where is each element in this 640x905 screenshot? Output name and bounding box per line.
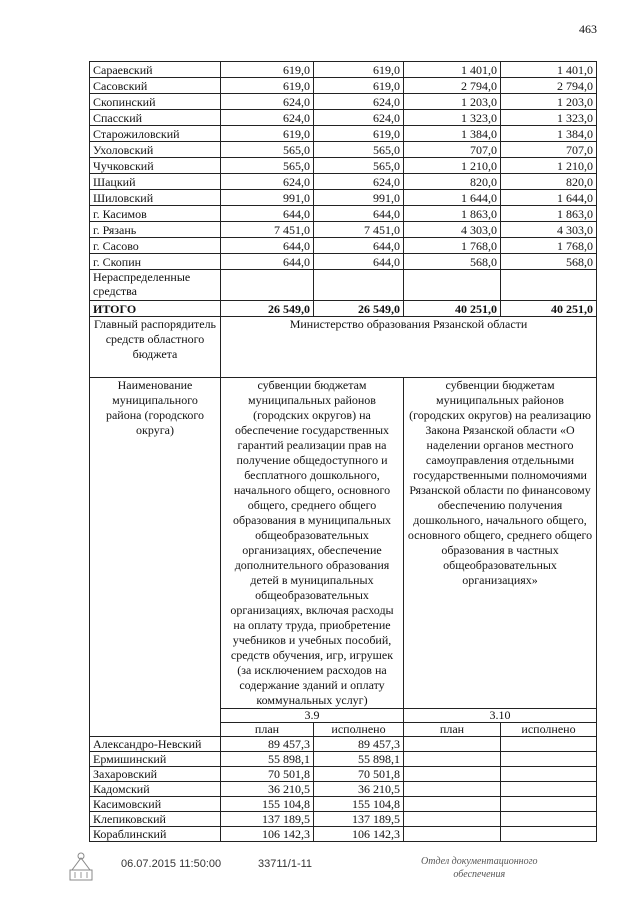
amount-cell: 644,0	[314, 254, 404, 270]
amount-cell-empty	[501, 812, 597, 827]
amount-cell: 1 644,0	[404, 190, 501, 206]
amount-cell: 565,0	[221, 142, 314, 158]
plan-amount: 36 210,5	[221, 782, 314, 797]
district-name: Захаровский	[90, 767, 221, 782]
district-name: г. Касимов	[90, 206, 221, 222]
district-name: Сараевский	[90, 62, 221, 78]
amount-cell: 565,0	[314, 142, 404, 158]
amount-cell: 1 210,0	[404, 158, 501, 174]
footer-dept-line1: Отдел документационного	[421, 856, 538, 867]
table-row	[90, 827, 597, 842]
plan-amount: 89 457,3	[221, 737, 314, 752]
amount-cell: 619,0	[314, 62, 404, 78]
col-a-plan-header: план	[221, 723, 314, 737]
amount-cell: 1 384,0	[501, 126, 597, 142]
table-row	[90, 797, 597, 812]
plan-amount: 70 501,8	[221, 767, 314, 782]
amount-cell: 1 401,0	[501, 62, 597, 78]
table-row-total	[90, 301, 597, 317]
done-amount: 36 210,5	[314, 782, 404, 797]
amount-cell: 707,0	[501, 142, 597, 158]
table-row	[90, 190, 597, 206]
table-row	[90, 812, 597, 827]
amount-cell: 1 401,0	[404, 62, 501, 78]
amount-cell: 619,0	[314, 78, 404, 94]
amount-cell-empty	[501, 797, 597, 812]
col-b-code: 3.10	[404, 709, 597, 723]
amount-cell: 624,0	[314, 94, 404, 110]
plan-amount: 106 142,3	[221, 827, 314, 842]
district-name: г. Рязань	[90, 222, 221, 238]
amount-cell-empty	[501, 827, 597, 842]
amount-cell: 568,0	[501, 254, 597, 270]
table-row	[90, 206, 597, 222]
district-name: Старожиловский	[90, 126, 221, 142]
amount-cell: 2 794,0	[501, 78, 597, 94]
amount-cell: 1 203,0	[501, 94, 597, 110]
amount-cell: 820,0	[404, 174, 501, 190]
amount-cell: 2 794,0	[404, 78, 501, 94]
amount-cell-empty	[404, 782, 501, 797]
table-row	[90, 78, 597, 94]
table-row	[90, 142, 597, 158]
amount-cell: 820,0	[501, 174, 597, 190]
district-name: Ермишинский	[90, 752, 221, 767]
district-name: Кадомский	[90, 782, 221, 797]
table-row	[90, 752, 597, 767]
amount-cell: 4 303,0	[404, 222, 501, 238]
table-row	[90, 126, 597, 142]
col-a-description: субвенции бюджетам муниципальных районов (городских округов) на обеспечение государственных гарантий реализации прав на получение общедоступного и бесплатного дошкольного, начального общего, основного общего, среднего общего образования в муниципальных общеобразовательных организациях, обеспечение дополнительного образования детей в муниципальных общеобразовательных организациях, включая расходы на оплату труда, приобретение учебников и учебных пособий, средств обучения, игр, игрушек (за исключением расходов на содержание зданий и оплату коммунальных услуг)	[221, 378, 404, 709]
amount-cell: 1 323,0	[404, 110, 501, 126]
amount-cell-empty	[404, 270, 501, 301]
amount-cell: 619,0	[221, 62, 314, 78]
amount-cell: 1 863,0	[501, 206, 597, 222]
done-amount: 106 142,3	[314, 827, 404, 842]
footer-datetime: 06.07.2015 11:50:00	[121, 858, 222, 870]
amount-cell-empty	[404, 797, 501, 812]
footer-department	[421, 855, 538, 881]
name-column-header: Наименование муниципального района (городского округа)	[90, 378, 221, 737]
col-b-description: субвенции бюджетам муниципальных районов (городских округов) на реализацию Закона Рязанской области «О наделении органов местного самоуправления отдельными государственными полномочиями Рязанской области по финансовому обеспечению получения дошкольного, начального общего, основного общего, среднего общего образования в частных общеобразовательных организациях»	[404, 378, 597, 709]
table-row	[90, 110, 597, 126]
amount-cell: 568,0	[404, 254, 501, 270]
amount-cell: 1 384,0	[404, 126, 501, 142]
done-amount: 137 189,5	[314, 812, 404, 827]
amount-cell: 624,0	[221, 110, 314, 126]
bottom-table	[89, 316, 597, 842]
district-name: Александро-Невский	[90, 737, 221, 752]
amount-cell-empty	[404, 752, 501, 767]
district-name: Шиловский	[90, 190, 221, 206]
amount-cell: 644,0	[221, 238, 314, 254]
amount-cell: 565,0	[314, 158, 404, 174]
page-number: 463	[579, 22, 597, 36]
amount-cell: 7 451,0	[221, 222, 314, 238]
district-name: Клепиковский	[90, 812, 221, 827]
amount-cell-empty	[404, 812, 501, 827]
amount-cell: 624,0	[221, 174, 314, 190]
table-row	[90, 94, 597, 110]
district-name: Чучковский	[90, 158, 221, 174]
amount-cell: 644,0	[314, 206, 404, 222]
amount-cell-empty	[404, 737, 501, 752]
district-name: Сасовский	[90, 78, 221, 94]
amount-cell: 991,0	[314, 190, 404, 206]
district-name: Скопинский	[90, 94, 221, 110]
total-amount: 26 549,0	[314, 301, 404, 317]
district-name: Ухоловский	[90, 142, 221, 158]
plan-amount: 155 104,8	[221, 797, 314, 812]
amount-cell-empty	[221, 270, 314, 301]
total-amount: 26 549,0	[221, 301, 314, 317]
amount-cell: 624,0	[221, 94, 314, 110]
total-amount: 40 251,0	[501, 301, 597, 317]
done-amount: 70 501,8	[314, 767, 404, 782]
total-amount: 40 251,0	[404, 301, 501, 317]
footer-dept-line2: обеспечения	[453, 869, 506, 880]
amount-cell: 1 768,0	[404, 238, 501, 254]
table-row	[90, 222, 597, 238]
footer-doc-id: 33711/1-11	[258, 858, 313, 870]
district-name: г. Скопин	[90, 254, 221, 270]
amount-cell-empty	[314, 270, 404, 301]
table-row-unallocated	[90, 270, 597, 301]
amount-cell-empty	[501, 767, 597, 782]
amount-cell: 619,0	[221, 126, 314, 142]
plan-amount: 55 898,1	[221, 752, 314, 767]
amount-cell: 644,0	[314, 238, 404, 254]
amount-cell: 707,0	[404, 142, 501, 158]
amount-cell: 644,0	[221, 206, 314, 222]
district-name: Спасский	[90, 110, 221, 126]
table-row	[90, 782, 597, 797]
amount-cell: 991,0	[221, 190, 314, 206]
district-name: Касимовский	[90, 797, 221, 812]
amount-cell-empty	[501, 270, 597, 301]
col-a-code: 3.9	[221, 709, 404, 723]
amount-cell: 624,0	[314, 174, 404, 190]
district-name: Шацкий	[90, 174, 221, 190]
amount-cell: 1 203,0	[404, 94, 501, 110]
district-name: Кораблинский	[90, 827, 221, 842]
col-a-done-header: исполнено	[314, 723, 404, 737]
table-row	[90, 737, 597, 752]
table-row	[90, 254, 597, 270]
amount-cell: 1 768,0	[501, 238, 597, 254]
main-manager-value: Министерство образования Рязанской области	[221, 317, 597, 378]
amount-cell: 565,0	[221, 158, 314, 174]
table-row	[90, 158, 597, 174]
col-b-plan-header: план	[404, 723, 501, 737]
amount-cell: 644,0	[221, 254, 314, 270]
emblem-stamp-icon	[66, 850, 96, 884]
amount-cell-empty	[501, 737, 597, 752]
amount-cell: 7 451,0	[314, 222, 404, 238]
table-row	[90, 767, 597, 782]
top-table	[89, 61, 597, 317]
done-amount: 55 898,1	[314, 752, 404, 767]
table-row	[90, 174, 597, 190]
amount-cell: 1 863,0	[404, 206, 501, 222]
col-b-done-header: исполнено	[501, 723, 597, 737]
district-name: г. Сасово	[90, 238, 221, 254]
plan-amount: 137 189,5	[221, 812, 314, 827]
total-label: ИТОГО	[90, 301, 221, 317]
main-manager-label: Главный распорядитель средств областного бюджета	[90, 317, 221, 378]
amount-cell-empty	[404, 767, 501, 782]
done-amount: 155 104,8	[314, 797, 404, 812]
amount-cell: 619,0	[221, 78, 314, 94]
amount-cell: 1 323,0	[501, 110, 597, 126]
amount-cell-empty	[404, 827, 501, 842]
amount-cell: 1 210,0	[501, 158, 597, 174]
unallocated-label: Нераспределенные средства	[90, 270, 221, 301]
amount-cell: 4 303,0	[501, 222, 597, 238]
amount-cell: 619,0	[314, 126, 404, 142]
amount-cell-empty	[501, 782, 597, 797]
amount-cell-empty	[501, 752, 597, 767]
table-row	[90, 238, 597, 254]
table-row	[90, 62, 597, 78]
done-amount: 89 457,3	[314, 737, 404, 752]
amount-cell: 624,0	[314, 110, 404, 126]
amount-cell: 1 644,0	[501, 190, 597, 206]
